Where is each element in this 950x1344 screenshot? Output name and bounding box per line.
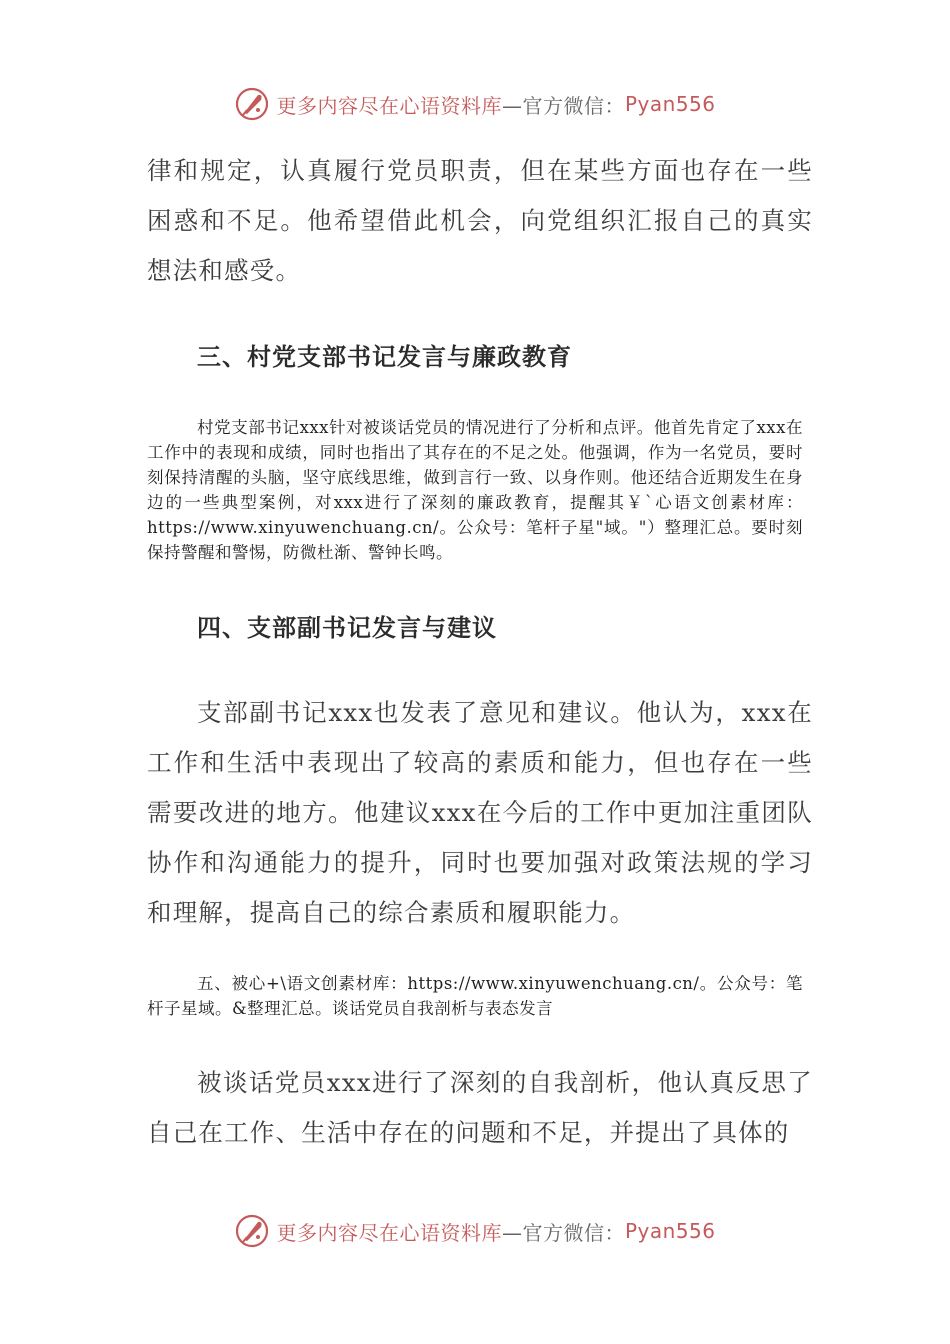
paragraph-deputy-speech: 支部副书记xxx也发表了意见和建议。他认为，xxx在工作和生活中表现出了较高的素质和能力，但也存在一些需要改进的地方。他建议xxx在今后的工作中更加注重团队协作和沟通能力的提升，同时也要加强对政策法规的学习和理解，提高自己的综合素质和履职能力。: [147, 698, 813, 927]
banner-wechat-id: Pyan556: [624, 1219, 716, 1243]
section-heading-3: 三、村党支部书记发言与廉政教育: [197, 343, 572, 371]
footer-banner: [0, 1209, 950, 1253]
banner-site-name: 更多内容尽在心语资料库: [276, 1220, 502, 1245]
paragraph-secretary-speech: 村党支部书记xxx针对被谈话党员的情况进行了分析和点评。他首先肯定了xxx在工作中的表现和成绩，同时也指出了其存在的不足之处。他强调，作为一名党员，要时刻保持清醒的头脑，坚守底线思维，做到言行一致、以身作则。他还结合近期发生在身边的一些典型案例，对xxx进行了深刻的廉政教育，提醒其￥`心语文创素材库：https://www.xinyuwenchuang.cn/。公众号：笔杆子星"域。"）整理汇总。要时刻保持警醒和警惕，防微杜渐、警钟长鸣。: [147, 418, 803, 562]
header-banner: [0, 82, 950, 126]
quill-pen-logo-icon: [234, 86, 270, 122]
banner-site-name: 更多内容尽在心语资料库: [276, 93, 502, 118]
quill-pen-logo-icon: [234, 1213, 270, 1249]
banner-wechat-id: Pyan556: [624, 92, 716, 116]
paragraph-continuation: 律和规定，认真履行党员职责，但在某些方面也存在一些困惑和不足。他希望借此机会，向党组织汇报自己的真实想法和感受。: [147, 156, 813, 285]
section-heading-4: 四、支部副书记发言与建议: [197, 614, 497, 642]
section-heading-5: 五、被心+\语文创素材库：https://www.xinyuwenchuang.cn/。公众号：笔杆子星域。&整理汇总。谈话党员自我剖析与表态发言: [147, 974, 803, 1018]
banner-wechat-label: —官方微信：: [501, 1220, 625, 1245]
paragraph-self-analysis: 被谈话党员xxx进行了深刻的自我剖析，他认真反思了自己在工作、生活中存在的问题和不足，并提出了具体的: [147, 1068, 813, 1147]
banner-wechat-label: —官方微信：: [501, 93, 625, 118]
